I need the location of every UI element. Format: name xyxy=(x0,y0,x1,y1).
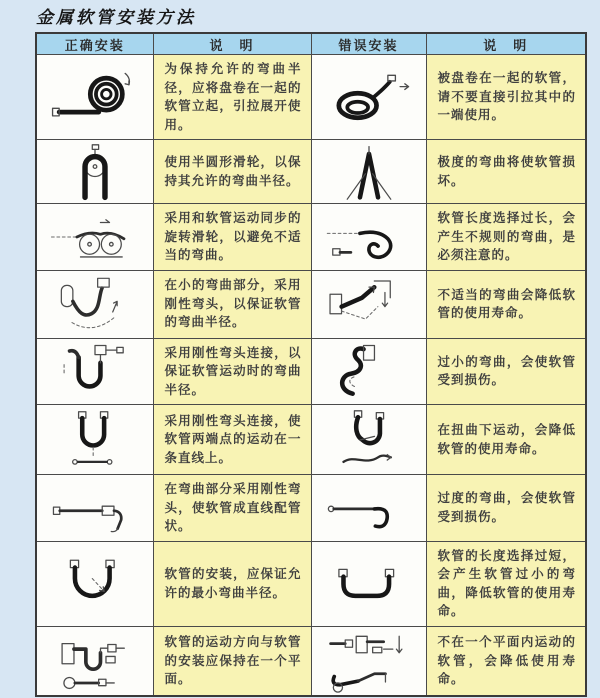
wrong-illustration-cell xyxy=(311,475,426,542)
wrong-description: 过小的弯曲，会使软管受到损伤。 xyxy=(437,353,576,388)
improper-angle-bend-icon xyxy=(317,273,421,335)
wrong-description: 在扭曲下运动，会降低软管的使用寿命。 xyxy=(437,422,576,456)
irregular-loop-icon xyxy=(317,208,421,266)
correct-description: 使用半圆形滑轮，以保持其允许的弯曲半径。 xyxy=(164,154,302,188)
wrong-illustration-cell xyxy=(311,270,426,338)
correct-desc-cell xyxy=(153,541,311,626)
correct-illustration-cell xyxy=(36,475,153,542)
wrong-description: 过度的弯曲，会使软管受到损伤。 xyxy=(437,490,576,524)
wrong-illustration-cell xyxy=(311,204,426,271)
page-title: 金属软管安装方法 xyxy=(36,8,196,28)
rotating-pulleys-icon xyxy=(43,208,147,266)
straight-run-elbow-icon xyxy=(43,480,147,536)
wrong-illustration-cell xyxy=(311,405,426,475)
wrong-description: 软管的长度选择过短，会产生软管过小的弯曲，降低软管的使用寿命。 xyxy=(437,547,576,618)
minimum-bend-radius-u-icon xyxy=(43,553,147,615)
correct-illustration-cell xyxy=(36,626,153,696)
header-description-1: 说 明 xyxy=(153,33,311,55)
wrong-desc-cell xyxy=(426,475,586,542)
correct-description: 软管的安装，应保证允许的最小弯曲半径。 xyxy=(164,566,302,600)
correct-description: 在弯曲部分采用刚性弯头，使软管成直线配管状。 xyxy=(164,481,302,533)
installation-table xyxy=(35,32,587,697)
wrong-illustration-cell xyxy=(311,626,426,696)
motion-out-of-plane-icon xyxy=(317,629,421,693)
motion-in-plane-icon xyxy=(43,629,147,693)
wrong-desc-cell xyxy=(426,405,586,475)
correct-illustration-cell xyxy=(36,140,153,204)
wrong-desc-cell xyxy=(426,626,586,696)
wrong-desc-cell xyxy=(426,338,586,405)
correct-desc-cell xyxy=(153,475,311,542)
correct-description: 为保持允许的弯曲半径，应将盘卷在一起的软管立起，引拉展开使用。 xyxy=(164,61,302,132)
sharp-bend-icon xyxy=(317,143,421,201)
header-correct-install: 正确安装 xyxy=(36,33,153,55)
wrong-description: 被盘卷在一起的软管，请不要直接引拉其中的一端使用。 xyxy=(437,70,576,123)
overbent-hook-icon xyxy=(317,480,421,536)
table-row xyxy=(36,204,586,271)
u-loop-inline-motion-icon xyxy=(43,409,147,471)
wrong-description: 软管长度选择过长，会产生不规则的弯曲，是必须注意的。 xyxy=(437,210,576,262)
table-row xyxy=(36,405,586,475)
coiled-hose-unrolled-icon xyxy=(43,64,147,130)
wrong-desc-cell xyxy=(426,140,586,204)
wrong-desc-cell xyxy=(426,270,586,338)
wrong-desc-cell xyxy=(426,55,586,140)
correct-description: 软管的运动方向与软管的安装应保持在一个平面。 xyxy=(164,634,302,686)
correct-desc-cell xyxy=(153,405,311,475)
correct-illustration-cell xyxy=(36,270,153,338)
table-row xyxy=(36,338,586,405)
wrong-description: 不适当的弯曲会降低软管的使用寿命。 xyxy=(437,286,576,320)
correct-desc-cell xyxy=(153,55,311,140)
table-row xyxy=(36,475,586,542)
wrong-illustration-cell xyxy=(311,140,426,204)
correct-illustration-cell xyxy=(36,405,153,475)
u-loop-twisted-icon xyxy=(317,409,421,471)
wrong-illustration-cell xyxy=(311,55,426,140)
correct-desc-cell xyxy=(153,204,311,271)
rigid-elbow-small-bend-icon xyxy=(43,273,147,335)
correct-description: 采用和软管运动同步的旋转滑轮，以避免不适当的弯曲。 xyxy=(164,210,302,262)
semicircular-pulley-icon xyxy=(43,143,147,201)
u-loop-rigid-elbow-icon xyxy=(43,341,147,401)
correct-desc-cell xyxy=(153,338,311,405)
header-wrong-install: 错误安装 xyxy=(311,33,426,55)
wrong-description: 极度的弯曲将使软管损坏。 xyxy=(437,154,576,188)
correct-desc-cell xyxy=(153,270,311,338)
table-row xyxy=(36,55,586,140)
correct-desc-cell xyxy=(153,140,311,204)
table-row xyxy=(36,270,586,338)
too-small-s-bend-icon xyxy=(317,341,421,401)
wrong-desc-cell xyxy=(426,204,586,271)
wrong-illustration-cell xyxy=(311,541,426,626)
header-description-2: 说 明 xyxy=(426,33,586,55)
header-row xyxy=(36,33,586,55)
correct-illustration-cell xyxy=(36,204,153,271)
table-row xyxy=(36,626,586,696)
table-row xyxy=(36,140,586,204)
too-short-flat-curve-icon xyxy=(317,553,421,615)
correct-description: 采用刚性弯头连接，使软管两端点的运动在一条直线上。 xyxy=(164,412,302,465)
correct-illustration-cell xyxy=(36,338,153,405)
correct-desc-cell xyxy=(153,626,311,696)
correct-description: 采用刚性弯头连接，以保证软管运动时的弯曲半径。 xyxy=(164,344,302,397)
table-row xyxy=(36,541,586,626)
correct-description: 在小的弯曲部分，采用刚性弯头，以保证软管的弯曲半径。 xyxy=(164,277,302,330)
wrong-description: 不在一个平面内运动的软管，会降低使用寿命。 xyxy=(437,634,576,686)
correct-illustration-cell xyxy=(36,55,153,140)
wrong-desc-cell xyxy=(426,541,586,626)
correct-illustration-cell xyxy=(36,541,153,626)
wrong-illustration-cell xyxy=(311,338,426,405)
coil-pulled-from-end-icon xyxy=(317,64,421,130)
